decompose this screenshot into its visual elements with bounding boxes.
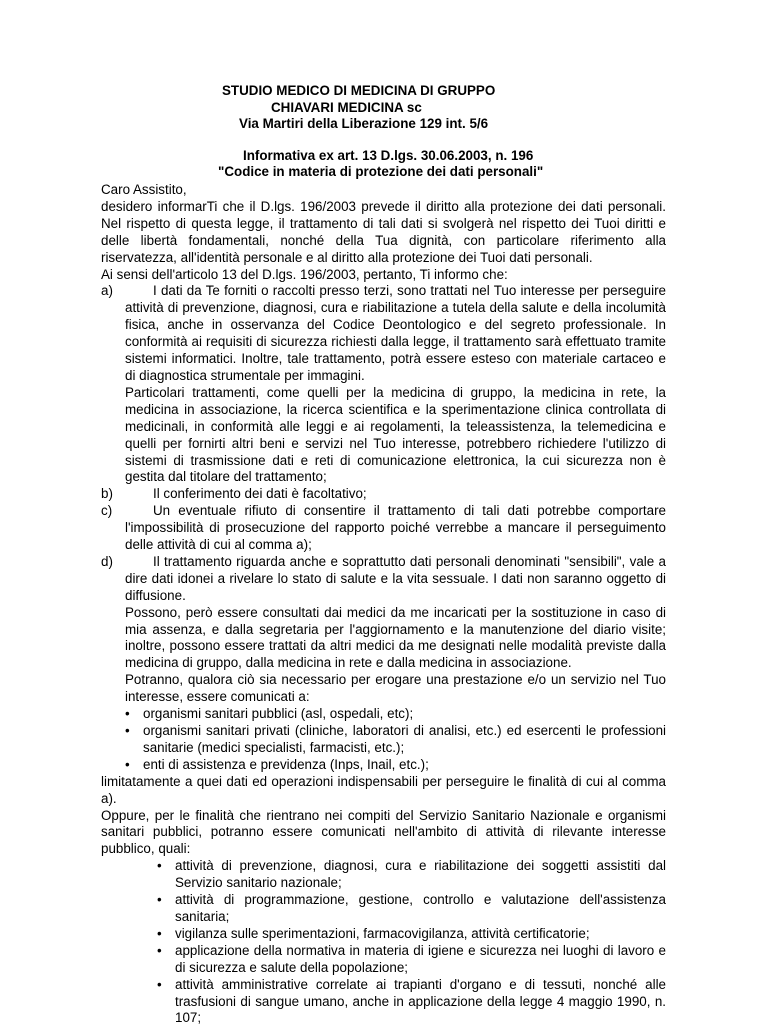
- document-body: [101, 182, 666, 1027]
- item-d-text-3: Potranno, qualora ciò sia necessario per erogare una prestazione e/o un servizio nel Tuo interesse, essere comunicati a:: [125, 672, 666, 705]
- item-a: [101, 283, 666, 486]
- item-c-label: c): [101, 503, 113, 519]
- list-item: [125, 706, 666, 723]
- list-item-text: attività amministrative correlate ai trapianti d'organo e di tessuti, nonché alle trasfusioni di sangue umano, anche in applicazione della legge 4 maggio 1990, n. 107;: [175, 976, 666, 1026]
- list-item: [157, 926, 666, 943]
- intro-paragraph: desidero informarTi che il D.lgs. 196/2003 prevede il diritto alla protezione dei dati personali. Nel rispetto di questa legge, il trattamento di tali dati si svolgerà nel rispetto dei Tuoi diritti e delle libertà fondamentali, nonché della Tua dignità, con particolare riferimento alla riservatezza, all'identità personale e al diritto alla protezione dei Tuoi dati personali.: [101, 198, 666, 265]
- intro-paragraph-2: Ai sensi dell'articolo 13 del D.lgs. 196/2003, pertanto, Ti informo che:: [101, 266, 508, 282]
- header-line-2: CHIAVARI MEDICINA sc: [271, 100, 422, 115]
- list-item: [157, 943, 666, 977]
- item-c-text: Un eventuale rifiuto di consentire il trattamento di tali dati potrebbe comportare l'impossibilità di prosecuzione del rapporto poiché verrebbe a mancare il perseguimento delle attività di cui al comma a);: [125, 503, 666, 553]
- item-a-text-2: Particolari trattamenti, come quelli per la medicina di gruppo, la medicina in rete, la medicina in associazione, la ricerca scientifica e la sperimentazione clinica controllata di medicinali, in conformità alle leggi e ai regolamenti, la teleassistenza, la telemedicina e quelli per fornirti altri beni e servizi nel Tuo interesse, potrebbero richiedere l'utilizzo di sistemi di trasmissione dati e reti di comunicazione elettronica, la cui sicurezza non è gestita dal titolare del trattamento;: [125, 384, 666, 485]
- bullet-icon: •: [125, 723, 130, 738]
- header-line-3: Via Martiri della Liberazione 129 int. 5/6: [239, 116, 489, 131]
- list-item-text: attività di prevenzione, diagnosi, cura e riabilitazione dei soggetti assistiti dal Servizio sanitario nazionale;: [175, 858, 666, 891]
- item-d-text-2: Possono, però essere consultati dai medici da me incaricati per la sostituzione in caso di mia assenza, e dalla segretaria per l'aggiornamento e la manutenzione del diario visite; inoltre, possono essere trattati da altri medici da me designati nelle modalità previste dalla medicina di gruppo, dalla medicina in rete e dalla medicina in associazione.: [125, 604, 666, 671]
- greeting: Caro Assistito,: [101, 182, 187, 197]
- bullet-icon: •: [157, 892, 162, 908]
- item-d: [101, 554, 666, 706]
- oppure-paragraph: Oppure, per le finalità che rientrano nei compiti del Servizio Sanitario Nazionale e organismi sanitari pubblici, potranno essere comunicati nell'ambito di attività di rilevante interesse pubblico, quali:: [101, 807, 666, 857]
- list-item-text: enti di assistenza e previdenza (Inps, Inail, etc.);: [143, 756, 429, 772]
- list-item: [125, 757, 666, 774]
- item-a-text: I dati da Te forniti o raccolti presso terzi, sono trattati nel Tuo interesse per perseguire attività di prevenzione, diagnosi, cura e riabilitazione a tutela della salute e della incolumità fisica, anche in osservanza del Codice Deontologico e del segreto professionale. In conformità ai requisiti di sicurezza richiesti dalla legge, il trattamento sarà effettuato tramite sistemi informatici. Inoltre, tale trattamento, potrà essere esteso con materiale cartaceo e di diagnostica strumentale per immagini.: [125, 283, 666, 383]
- list-item-text: attività di programmazione, gestione, controllo e valutazione dell'assistenza sanitaria;: [175, 892, 666, 924]
- bullet-icon: •: [125, 756, 130, 772]
- bullet-icon: •: [157, 858, 162, 874]
- item-c: [101, 503, 666, 554]
- bullet-icon: •: [157, 925, 162, 941]
- bullet-icon: •: [157, 942, 162, 958]
- item-d-label: d): [101, 553, 113, 569]
- item-d-text: Il trattamento riguarda anche e soprattutto dati personali denominati "sensibili", vale a dire dati idonei a rivelare lo stato di salute e la vita sessuale. I dati non saranno oggetto di diffusione.: [125, 553, 666, 603]
- item-b: [101, 486, 666, 503]
- bullet-icon: •: [125, 706, 130, 722]
- item-a-label: a): [101, 283, 113, 299]
- list-item-text: organismi sanitari pubblici (asl, ospedali, etc);: [143, 706, 414, 722]
- list-item: [125, 723, 666, 757]
- header-line-4: Informativa ex art. 13 D.lgs. 30.06.2003, n. 196: [243, 148, 534, 163]
- list-item-text: organismi sanitari privati (cliniche, laboratori di analisi, etc.) ed esercenti le professioni sanitarie (medici specialisti, farmacisti, etc.);: [143, 723, 666, 755]
- header-line-1: STUDIO MEDICO DI MEDICINA DI GRUPPO: [222, 83, 496, 98]
- item-b-label: b): [101, 486, 113, 502]
- header-line-5: "Codice in materia di protezione dei dati personali": [218, 164, 544, 179]
- list-item: [157, 892, 666, 926]
- after-list-paragraph: limitatamente a quei dati ed operazioni indispensabili per perseguire le finalità di cui al comma a).: [101, 773, 666, 806]
- item-b-text: Il conferimento dei dati è facoltativo;: [153, 486, 367, 502]
- list-item-text: vigilanza sulle sperimentazioni, farmacovigilanza, attività certificatorie;: [175, 925, 590, 941]
- list-item-text: applicazione della normativa in materia di igiene e sicurezza nei luoghi di lavoro e di sicurezza e salute della popolazione;: [175, 942, 666, 975]
- list-item: [157, 977, 666, 1027]
- list-item: [157, 858, 666, 892]
- bullet-icon: •: [157, 976, 162, 992]
